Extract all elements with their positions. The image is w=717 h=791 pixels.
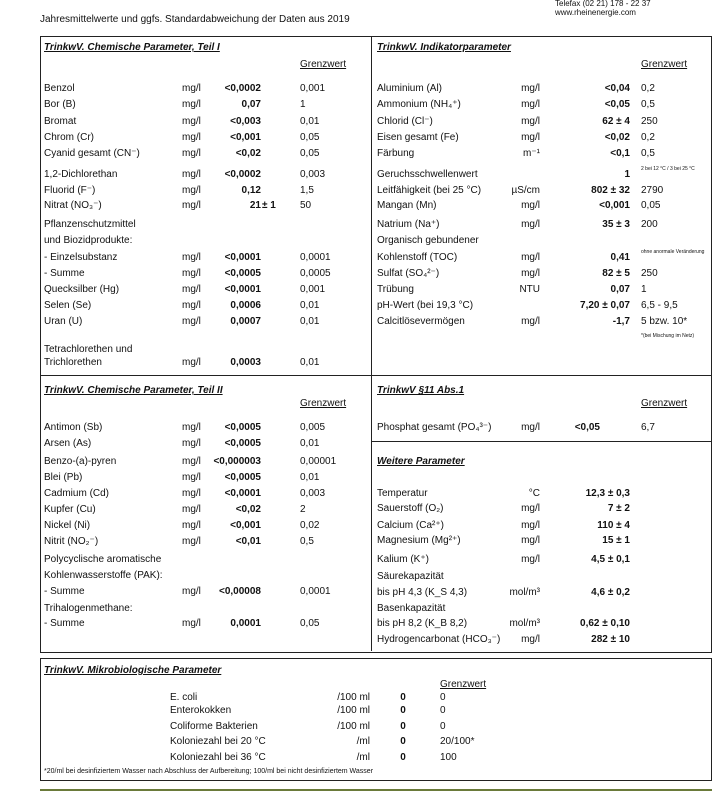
param-limit: 0,05	[300, 132, 320, 143]
param-unit: mg/l	[182, 618, 201, 629]
param-value: <0,01	[235, 536, 261, 547]
param-unit: mg/l	[182, 422, 201, 433]
param-value: 0,0006	[230, 300, 261, 311]
param-name: Bor (B)	[44, 99, 76, 110]
param-name: Kohlenwasserstoffe (PAK):	[44, 570, 163, 581]
param-limit: 1	[641, 284, 647, 295]
param-name: Polycyclische aromatische	[44, 554, 162, 565]
param-unit: µS/cm	[511, 185, 540, 196]
param-name: - Summe	[44, 618, 85, 629]
section-title-micro: TrinkwV. Mikrobiologische Parameter	[44, 665, 222, 676]
param-name: Benzol	[44, 83, 75, 94]
param-limit: 250	[641, 268, 658, 279]
param-deviation: ± 1	[262, 200, 276, 211]
param-unit: mg/l	[182, 536, 201, 547]
param-unit: mg/l	[521, 83, 540, 94]
param-name: Mangan (Mn)	[377, 200, 437, 211]
param-value: <0,0001	[224, 252, 261, 263]
param-limit: 0,01	[300, 300, 320, 311]
param-value: <0,003	[230, 116, 261, 127]
param-name: Natrium (Na⁺)	[377, 219, 440, 230]
param-name: - Einzelsubstanz	[44, 252, 118, 263]
param-name: Trübung	[377, 284, 414, 295]
param-unit: mg/l	[182, 520, 201, 531]
param-value: <0,0005	[224, 472, 261, 483]
param-unit: mg/l	[182, 438, 201, 449]
param-name: Benzo-(a)-pyren	[44, 456, 117, 467]
param-name: Ammonium (NH₄⁺)	[377, 99, 461, 110]
param-name: Färbung	[377, 148, 415, 159]
param-name: Trichlorethen	[44, 357, 102, 368]
param-name: Coliforme Bakterien	[170, 721, 258, 732]
param-value: <0,00008	[219, 586, 261, 597]
param-unit: mg/l	[182, 357, 201, 368]
param-value: 110 ± 4	[597, 520, 630, 531]
param-limit: 0,05	[300, 618, 320, 629]
param-unit: mg/l	[521, 99, 540, 110]
param-value: <0,05	[574, 422, 600, 433]
param-value: <0,000003	[213, 456, 261, 467]
param-value: <0,0005	[224, 438, 261, 449]
param-value: 0,0007	[230, 316, 261, 327]
param-value: 0,0001	[230, 618, 261, 629]
param-name: Selen (Se)	[44, 300, 92, 311]
param-name: Aluminium (Al)	[377, 83, 443, 94]
param-name: Kalium (K⁺)	[377, 554, 429, 565]
param-limit: 0,01	[300, 116, 320, 127]
param-unit: mg/l	[521, 520, 540, 531]
param-limit: 0,01	[300, 472, 320, 483]
param-limit: 0,0005	[300, 268, 331, 279]
param-unit: mol/m³	[509, 587, 540, 598]
param-value: 0	[400, 692, 406, 703]
section-title-11: TrinkwV §11 Abs.1	[377, 385, 465, 396]
section-title-weitere: Weitere Parameter	[377, 456, 465, 467]
param-value: <0,02	[604, 132, 630, 143]
param-value: 7,20 ± 0,07	[580, 300, 630, 311]
param-limit: 2 bei 12 °C / 3 bei 25 °C	[641, 166, 695, 172]
param-name: Nickel (Ni)	[44, 520, 91, 531]
param-value: <0,02	[235, 504, 261, 515]
param-unit: mg/l	[182, 586, 201, 597]
param-unit: mg/l	[182, 99, 201, 110]
param-limit: 0,2	[641, 83, 655, 94]
param-unit: mg/l	[182, 284, 201, 295]
column-divider-top	[371, 36, 372, 651]
param-unit: mg/l	[182, 456, 201, 467]
contact-fax: Telefax (02 21) 178 - 22 37	[555, 0, 651, 8]
param-limit: 0,01	[300, 357, 320, 368]
param-unit: mg/l	[182, 268, 201, 279]
param-name: Quecksilber (Hg)	[44, 284, 120, 295]
param-name: Antimon (Sb)	[44, 422, 103, 433]
param-value: 0,12	[241, 185, 261, 196]
param-limit: 0,001	[300, 284, 326, 295]
param-limit: 0,5	[641, 99, 655, 110]
param-name: 1,2-Dichlorethan	[44, 169, 118, 180]
contact-web: www.rheinenergie.com	[555, 8, 636, 17]
param-limit: 0,5	[641, 148, 655, 159]
param-value: 802 ± 32	[591, 185, 630, 196]
param-value: 0,07	[610, 284, 630, 295]
section-divider-1	[40, 375, 712, 376]
param-name: Hydrogencarbonat (HCO₃⁻)	[377, 634, 501, 645]
param-value: 21	[249, 200, 261, 211]
param-value: 1	[624, 169, 630, 180]
param-name: Calcium (Ca²⁺)	[377, 520, 444, 531]
param-limit: 0,01	[300, 438, 320, 449]
param-limit: 0,05	[641, 200, 661, 211]
param-unit: mg/l	[182, 169, 201, 180]
param-value: 282 ± 10	[591, 634, 630, 645]
param-name: Arsen (As)	[44, 438, 92, 449]
param-name: Calcitlösevermögen	[377, 316, 465, 327]
param-name: pH-Wert (bei 19,3 °C)	[377, 300, 474, 311]
param-value: 0	[400, 736, 406, 747]
param-unit: mg/l	[182, 83, 201, 94]
param-limit: 250	[641, 116, 658, 127]
param-unit: mg/l	[182, 504, 201, 515]
param-value: 62 ± 4	[602, 116, 630, 127]
param-name: Fluorid (F⁻)	[44, 185, 96, 196]
param-value: <0,02	[235, 148, 261, 159]
param-value: 82 ± 5	[602, 268, 630, 279]
param-name: Eisen gesamt (Fe)	[377, 132, 459, 143]
param-limit: 2	[300, 504, 306, 515]
param-name: Chlorid (Cl⁻)	[377, 116, 433, 127]
indicator-footnote: *(bei Mischung im Netz)	[641, 333, 695, 339]
param-name: - Summe	[44, 268, 85, 279]
param-limit: 0,05	[300, 148, 320, 159]
param-value: <0,04	[604, 83, 630, 94]
param-name: Chrom (Cr)	[44, 132, 94, 143]
param-limit: 0,0001	[300, 252, 331, 263]
param-name: Koloniezahl bei 36 °C	[170, 752, 266, 763]
param-name: Nitrat (NO₃⁻)	[44, 200, 102, 211]
param-name: Geruchsschwellenwert	[377, 169, 478, 180]
param-name: Organisch gebundener	[377, 235, 479, 246]
param-name: Leitfähigkeit (bei 25 °C)	[377, 185, 482, 196]
param-value: -1,7	[612, 316, 630, 327]
param-name: Bromat	[44, 116, 77, 127]
param-value: <0,0001	[224, 284, 261, 295]
section-divider-2	[371, 441, 712, 442]
param-limit: 0	[440, 721, 446, 732]
grenzwert-header-2: Grenzwert	[641, 59, 688, 70]
param-value: 4,6 ± 0,2	[591, 587, 630, 598]
param-name: Phosphat gesamt (PO₄³⁻)	[377, 422, 492, 433]
param-unit: mg/l	[182, 116, 201, 127]
param-unit: mg/l	[521, 535, 540, 546]
param-value: 35 ± 3	[602, 219, 630, 230]
param-value: <0,001	[599, 200, 630, 211]
param-value: <0,0001	[224, 488, 261, 499]
param-name: Blei (Pb)	[44, 472, 83, 483]
page-subtitle: Jahresmittelwerte und ggfs. Standardabweichung der Daten aus 2019	[40, 14, 350, 25]
param-unit: mg/l	[521, 503, 540, 514]
section-title-chem-1: TrinkwV. Chemische Parameter, Teil I	[44, 42, 220, 53]
param-value: <0,001	[230, 132, 261, 143]
param-unit: mg/l	[521, 116, 540, 127]
param-unit: mg/l	[182, 132, 201, 143]
param-value: 0	[400, 705, 406, 716]
grenzwert-header-1: Grenzwert	[300, 59, 347, 70]
param-name: Kupfer (Cu)	[44, 504, 96, 515]
param-unit: m⁻¹	[523, 148, 540, 159]
param-limit: 0,00001	[300, 456, 337, 467]
param-unit: mg/l	[521, 200, 540, 211]
param-name: Nitrit (NO₂⁻)	[44, 536, 99, 547]
param-name: bis pH 4,3 (K_S 4,3)	[377, 587, 468, 598]
param-unit: /ml	[356, 736, 370, 747]
param-value: 0,62 ± 0,10	[580, 618, 630, 629]
param-unit: mg/l	[521, 219, 540, 230]
param-name: Cyanid gesamt (CN⁻)	[44, 148, 140, 159]
param-unit: mg/l	[521, 554, 540, 565]
param-limit: 200	[641, 219, 658, 230]
param-unit: mg/l	[182, 472, 201, 483]
param-unit: /100 ml	[337, 705, 370, 716]
param-unit: mg/l	[521, 268, 540, 279]
grenzwert-header-4: Grenzwert	[641, 398, 688, 409]
param-value: <0,0002	[224, 169, 261, 180]
param-unit: mg/l	[521, 252, 540, 263]
param-limit: 6,5 - 9,5	[641, 300, 678, 311]
param-limit: 0,01	[300, 316, 320, 327]
param-limit: 50	[300, 200, 312, 211]
micro-table-frame	[40, 658, 712, 781]
param-value: 4,5 ± 0,1	[591, 554, 630, 565]
param-unit: °C	[528, 488, 540, 499]
param-name: Uran (U)	[44, 316, 83, 327]
param-limit: 0	[440, 692, 446, 703]
param-limit: 0,2	[641, 132, 655, 143]
param-unit: NTU	[519, 284, 540, 295]
param-name: - Summe	[44, 586, 85, 597]
param-name: Temperatur	[377, 488, 428, 499]
grenzwert-header-6: Grenzwert	[440, 679, 487, 690]
param-unit: mg/l	[182, 148, 201, 159]
param-limit: 5 bzw. 10*	[641, 316, 688, 327]
param-value: 0	[400, 721, 406, 732]
param-value: 0,0003	[230, 357, 261, 368]
param-name: bis pH 8,2 (K_B 8,2)	[377, 618, 468, 629]
param-name: Tetrachlorethen und	[44, 344, 133, 355]
param-name: Cadmium (Cd)	[44, 488, 110, 499]
param-value: <0,0002	[224, 83, 261, 94]
param-value: 0,41	[610, 252, 630, 263]
micro-footnote: *20/ml bei desinfiziertem Wasser nach Abschluss der Aufbereitung; 100/ml bei nicht desinfiziertem Wasser	[44, 768, 374, 775]
param-limit: 0,02	[300, 520, 320, 531]
param-limit: 1,5	[300, 185, 314, 196]
param-value: 0	[400, 752, 406, 763]
param-unit: /ml	[356, 752, 370, 763]
param-unit: mg/l	[182, 316, 201, 327]
param-limit: ohne anormale Veränderung	[641, 249, 705, 255]
param-limit: 0,003	[300, 169, 326, 180]
param-name: Koloniezahl bei 20 °C	[170, 736, 266, 747]
param-value: 12,3 ± 0,3	[585, 488, 630, 499]
param-name: Kohlenstoff (TOC)	[377, 252, 458, 263]
param-unit: mg/l	[521, 422, 540, 433]
param-unit: mg/l	[521, 132, 540, 143]
param-unit: mg/l	[182, 488, 201, 499]
param-limit: 0,001	[300, 83, 326, 94]
param-value: <0,0005	[224, 422, 261, 433]
param-unit: /100 ml	[337, 692, 370, 703]
param-limit: 2790	[641, 185, 664, 196]
param-name: Sauerstoff (O₂)	[377, 503, 444, 514]
param-unit: mg/l	[182, 185, 201, 196]
section-title-indicator: TrinkwV. Indikatorparameter	[377, 42, 511, 53]
param-unit: mg/l	[182, 252, 201, 263]
param-value: <0,0005	[224, 268, 261, 279]
param-name: Trihalogenmethane:	[44, 603, 133, 614]
param-value: 7 ± 2	[607, 503, 630, 514]
grenzwert-header-3: Grenzwert	[300, 398, 347, 409]
param-value: <0,05	[604, 99, 630, 110]
param-value: <0,001	[230, 520, 261, 531]
param-name: Sulfat (SO₄²⁻)	[377, 268, 440, 279]
param-name: Pflanzenschutzmittel	[44, 219, 136, 230]
param-limit: 0	[440, 705, 446, 716]
section-title-chem-2: TrinkwV. Chemische Parameter, Teil II	[44, 385, 223, 396]
param-unit: /100 ml	[337, 721, 370, 732]
param-unit: mg/l	[521, 316, 540, 327]
param-unit: mg/l	[182, 300, 201, 311]
param-name: Säurekapazität	[377, 571, 444, 582]
param-limit: 0,0001	[300, 586, 331, 597]
param-name: Enterokokken	[170, 705, 232, 716]
param-name: E. coli	[170, 692, 198, 703]
param-limit: 0,5	[300, 536, 314, 547]
param-name: Magnesium (Mg²⁺)	[377, 535, 461, 546]
param-value: 0,07	[241, 99, 261, 110]
param-limit: 6,7	[641, 422, 655, 433]
param-limit: 100	[440, 752, 457, 763]
param-unit: mg/l	[182, 200, 201, 211]
param-value: 15 ± 1	[602, 535, 630, 546]
param-limit: 1	[300, 99, 306, 110]
param-unit: mg/l	[521, 634, 540, 645]
param-unit: mol/m³	[509, 618, 540, 629]
param-name: und Biozidprodukte:	[44, 235, 133, 246]
param-value: <0,1	[610, 148, 630, 159]
param-limit: 0,003	[300, 488, 326, 499]
param-limit: 0,005	[300, 422, 326, 433]
param-limit: 20/100*	[440, 736, 475, 747]
param-name: Basenkapazität	[377, 603, 446, 614]
